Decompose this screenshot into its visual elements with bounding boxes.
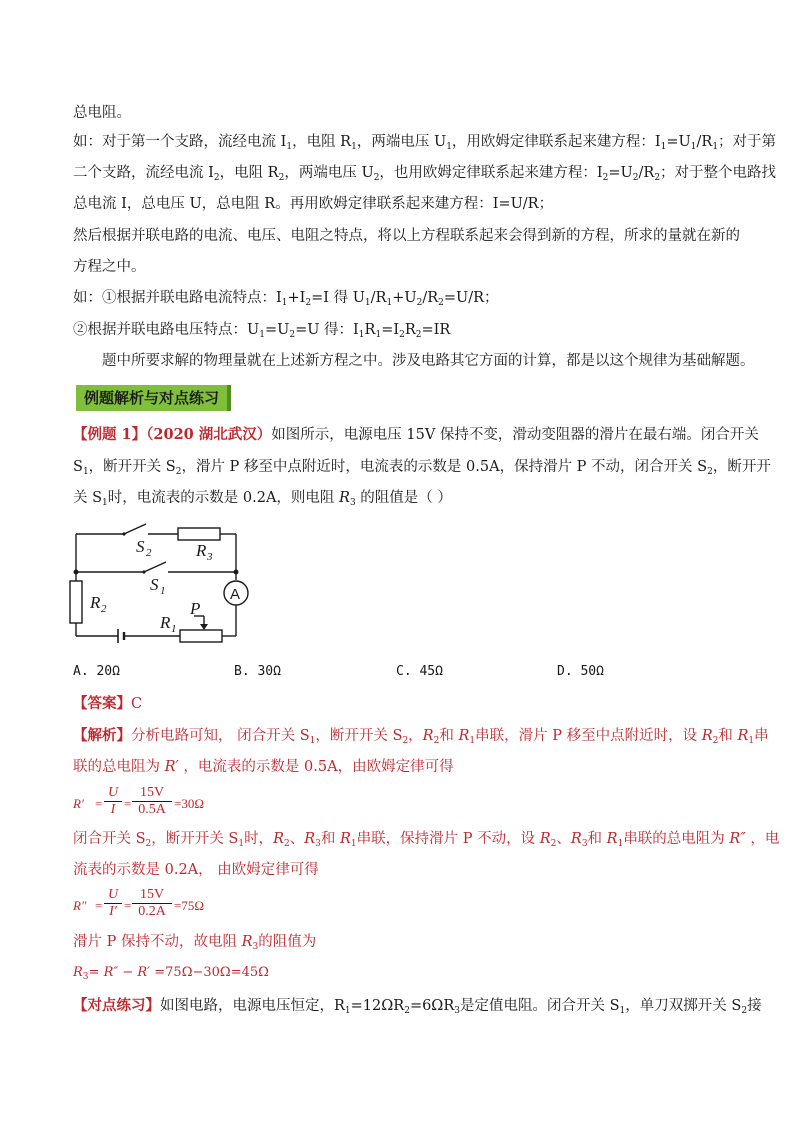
ammeter-label: A (230, 586, 241, 603)
analysis-line-5: 滑片 P 保持不动，故电阻 $R_3$的阻值为 (73, 934, 317, 952)
eq2-frac-2: $\frac{15V}{0.2A}$ (132, 887, 172, 920)
junction-left (74, 570, 79, 575)
switch-s1-pivot (142, 570, 145, 573)
eq2-frac-1: $\frac{U}{I'}$ (104, 887, 122, 920)
example-source: （2020 湖北武汉） (146, 426, 272, 443)
intro-line-3: 二个支路，流经电流 $I_2$，电阻 $R_2$，两端电压 $U_2$，也用欧姆定律联系起来建方程：$I_2=U_2/R_2$；对于整个电路找 (73, 165, 777, 183)
switch-s2-pivot (122, 532, 125, 535)
intro-line-6: 方程之中。 (73, 259, 146, 275)
option-c: C. 45Ω (396, 664, 443, 679)
answer-value: C (131, 696, 143, 712)
option-b: B. 30Ω (234, 664, 281, 679)
practice-tag: 【对点练习】 (73, 997, 160, 1014)
intro-line-5: 然后根据并联电路的电流、电压、电阻之特点，将以上方程联系起来会得到新的方程，所求的量就在新的 (73, 228, 740, 244)
answer-tag: 【答案】 (73, 695, 131, 712)
intro-line-8: ②根据并联电路电压特点：$U_1=U_2=U$ 得：$I_1R_1=I_2R_2=IR$ (73, 322, 451, 340)
analysis-tag: 【解析】 (73, 727, 131, 744)
eq1-frac-1: $\frac{U}{I}$ (104, 785, 122, 818)
label-s1: S (150, 575, 159, 594)
switch-s2-blade (124, 524, 146, 534)
label-s1-sub: 1 (160, 585, 166, 597)
label-r3-sub: 3 (207, 551, 213, 563)
slider-arrow (200, 624, 208, 630)
label-r2: R (90, 593, 101, 612)
document-page: 总电阻。 如：对于第一个支路，流经电流 $I_1$，电阻 $R_1$，两端电压 $U_1$，用欧姆定律联系起来建方程：$I_1=U_1/R_1$；对于第 二个支路，流经电流 $I_2$，电阻 $R_2$，两端电压 $U_2$，也用欧姆定律联系起来建方程：$I_2=U_2/R_2$；对于整个电路找 总电流 I，总电压 U，总电阻 R。再用欧姆定律联系起来建方程：I=U/R； 然后根据并联电路的电流、电压、电阻之特点，将以上方程联系起来会得到新的方程，所求的量就在新的 方程之中。 如：①根据并联电路电流特点：$I_1+I_2=I$ 得 $U_1/R_1+U_2/R_2=U/R$； ②根据并联电路电压特点：$U_1=U_2=U$ 得：$I_1R_1=I_2R_2=IR$ 题中所要求解的物理量就在上述新方程之中。涉及电路其它方面的计算，都是以这个规律为基础解题。 例题解析与对点练习 【例题 1】（2020 湖北武汉）如图所示，电源电压 15V 保持不变，滑动变阻器的滑片在最右端。闭合开关 $S_1$，断开开关 $S_2$，滑片 P 移至中点附近时，电流表的示数是 0.5A，保持滑片 P 不动，闭合开关 $S_2$，断开开 关 $S_1$时，电流表的示数是 0.2A，则电阻 $R_3$ 的阻值是（ ） S 2 R 3 S 1 R 2 P R 1 A A. 20Ω B. 30Ω C. 45Ω D. 50Ω 【答案】C 【解析】分析电路可知， 闭合开关 $S_1$，断开开关 $S_2$，$R_2$和 $R_1$串联，滑片 P 移至中点附近时，设 $R_2$和 $R_1$串 联的总电阻为 R′ ，电流表的示数是 0.5A，由欧姆定律可得 R′ = $\frac{U}{I}$ = $\frac{15V}{0.5A}$ =30Ω 闭合开关 $S_2$，断开开关 $S_1$时，$R_2$、$R_3$和 $R_1$串联，保持滑片 P 不动，设 $R_2$、$R_3$和 $R_1$串联的总电阻为 R″ ，电 流表的示数是 0.2A， 由欧姆定律可得 R″ = $\frac{U}{I'}$ = $\frac{15V}{0.2A}$ =75Ω 滑片 P 保持不动，故电阻 $R_3$的阻值为 $R_3= R'' - R' =75\Omega-30\Omega=45\Omega$ 【对点练习】如图电路，电源电压恒定，$R_1=12\Omega R_2=6\Omega R_3$是定值电阻。闭合开关 $S_1$，单刀双掷开关 $S_2$接 (0, 0, 794, 1123)
eq1-frac-2: $\frac{15V}{0.5A}$ (132, 785, 172, 818)
switch-s1-blade (144, 562, 166, 572)
analysis-line-3: 闭合开关 $S_2$，断开开关 $S_1$时，$R_2$、$R_3$和 $R_1$串联，保持滑片 P 不动，设 $R_2$、$R_3$和 $R_1$串联的总电阻为 R″ ，电 (73, 831, 780, 849)
example-tag: 【例题 1】 (73, 426, 147, 443)
label-r1: R (160, 613, 171, 632)
analysis-line-1: 【解析】分析电路可知， 闭合开关 $S_1$，断开开关 $S_2$，$R_2$和 $R_1$串联，滑片 P 移至中点附近时，设 $R_2$和 $R_1$串 (73, 727, 769, 746)
analysis-line-6: $R_3= R'' - R' =75\Omega-30\Omega=45\Omega$ (73, 965, 269, 982)
label-r2-sub: 2 (101, 603, 107, 615)
answer-line (73, 694, 142, 714)
resistor-r2 (70, 581, 82, 623)
section-heading: 例题解析与对点练习 (76, 385, 231, 411)
label-p: P (190, 599, 201, 618)
intro-line-4: 总电流 I，总电压 U，总电阻 R。再用欧姆定律联系起来建方程：I=U/R； (73, 196, 554, 212)
resistor-r3 (178, 528, 220, 540)
example-line-1: 【例题 1】（2020 湖北武汉）如图所示，电源电压 15V 保持不变，滑动变阻器的滑片在最右端。闭合开关 (73, 426, 759, 443)
intro-line-2: 如：对于第一个支路，流经电流 $I_1$，电阻 $R_1$，两端电压 $U_1$，用欧姆定律联系起来建方程：$I_1=U_1/R_1$；对于第 (73, 134, 777, 152)
label-r1-sub: 1 (171, 623, 177, 635)
example-line-3: 关 $S_1$时，电流表的示数是 0.2A，则电阻 $R_3$ 的阻值是（ ） (73, 490, 452, 508)
practice-line-1: 【对点练习】如图电路，电源电压恒定，$R_1=12\Omega R_2=6\Omega R_3$是定值电阻。闭合开关 $S_1$，单刀双掷开关 $S_2$接 (73, 997, 762, 1016)
analysis-line-4: 流表的示数是 0.2A， 由欧姆定律可得 (73, 862, 319, 878)
label-s2-sub: 2 (146, 547, 152, 559)
label-r3: R (196, 541, 207, 560)
label-s2: S (136, 537, 145, 556)
analysis-line-2: 联的总电阻为 R′ ，电流表的示数是 0.5A，由欧姆定律可得 (73, 759, 454, 775)
intro-line-9: 题中所要求解的物理量就在上述新方程之中。涉及电路其它方面的计算，都是以这个规律为基础解题。 (102, 353, 755, 369)
junction-right (234, 570, 239, 575)
rheostat-r1 (180, 630, 222, 642)
example-line-2: $S_1$，断开开关 $S_2$，滑片 P 移至中点附近时，电流表的示数是 0.5A，保持滑片 P 不动，闭合开关 $S_2$，断开开 (73, 459, 771, 477)
option-a: A. 20Ω (73, 664, 120, 679)
circuit-diagram (66, 518, 256, 648)
option-d: D. 50Ω (557, 664, 604, 679)
intro-line-1: 总电阻。 (73, 105, 131, 121)
intro-line-7: 如：①根据并联电路电流特点：$I_1+I_2=I$ 得 $U_1/R_1+U_2/R_2=U/R$； (73, 290, 499, 308)
